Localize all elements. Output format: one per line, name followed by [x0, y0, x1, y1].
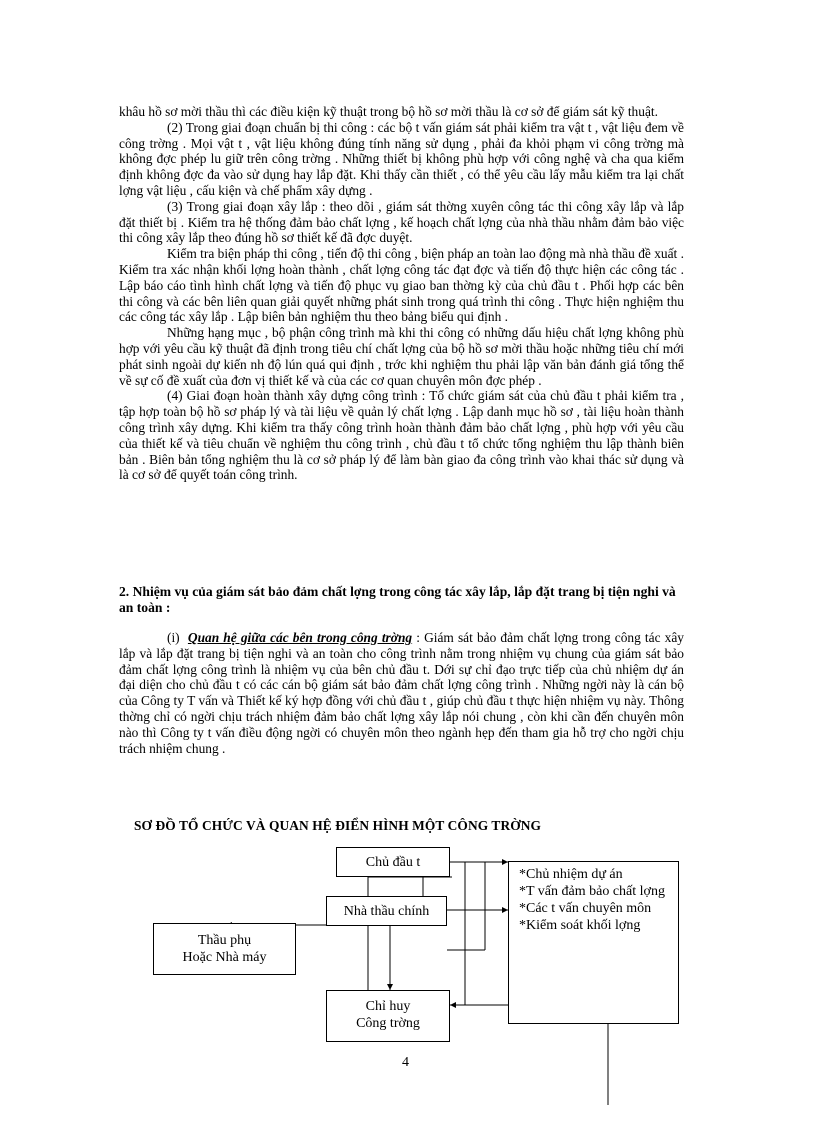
diagram-title: SƠ ĐỒ TỔ CHỨC VÀ QUAN HỆ ĐIỂN HÌNH MỘT CÔNG TRỜNG: [134, 818, 542, 833]
subcontractor-label-1: Thầu phụ: [197, 933, 252, 948]
box-owner: [336, 847, 450, 877]
paragraph-6: (4) Giai đoạn hoàn thành xây dựng công trình : Tổ chức giám sát của chủ đầu t phải kiểm tra , tập hợp toàn bộ hồ sơ pháp lý và tài liệu về quản lý chất lợng . Lập danh mục hồ sơ , tài liệu hoàn thành công trình xây dựng. Khi kiểm tra thấy công trình hoàn thành đảm bảo chất lợng , phù hợp với yêu cầu của thiết kế và tiêu chuẩn về nghiệm thu công trình , chủ đầu t tổ chức tổng nghiệm thu lập thành biên bản . Biên bản tổng nghiệm thu là cơ sở pháp lý để làm bàn giao đa công trình vào khai thác sử dụng và là cơ sở để quyết toán công trình.: [119, 388, 684, 483]
item-number: (i): [167, 630, 180, 645]
paragraph-2: (2) Trong giai đoạn chuẩn bị thi công : các bộ t vấn giám sát phải kiểm tra vật t , vật liệu đem về công trờng . Mọi vật t , vật liệu không đúng tính năng sử dụng , phải đa khỏi phạm vi công trờng mà không đợc phép lu giữ trên công trờng . Những thiết bị không phù hợp với công nghệ và cha qua kiểm định không đợc đa vào sử dụng hay lắp đặt. Khi thấy cần thiết , có thể yêu cầu lấy mẫu kiểm tra lại chất lợng vật liệu , cấu kiện và chế phẩm xây dựng .: [119, 119, 684, 198]
role-item: *Kiểm soát khối lợng: [519, 918, 641, 933]
main-contractor-label: Nhà thầu chính: [343, 904, 430, 919]
box-roles: [508, 861, 679, 1024]
paragraph-3: (3) Trong giai đoạn xây lắp : theo dõi , giám sát thờng xuyên công tác thi công xây lắp và lắp đặt thiết bị . Kiểm tra hệ thống đảm bảo chất lợng , kế hoạch chất lợng của nhà thầu nhằm đảm bảo việc thi công xây lắp theo đúng hồ sơ thiết kế đã đợc duyệt.: [119, 198, 684, 246]
site-manager-label-1: Chỉ huy: [365, 999, 411, 1014]
role-item: *Các t vấn chuyên môn: [519, 901, 652, 916]
relations-lead: Quan hệ giữa các bên trong công trờng: [187, 630, 413, 645]
role-item: *T vấn đảm bảo chất lợng: [519, 884, 665, 899]
relations-body: : Giám sát bảo đảm chất lợng trong công tác xây lắp và lắp đặt trang bị tiện nghi và an toàn cho công trình nằm trong nhiệm vụ chung của giám sát bảo đảm chất lợng công trình là nhiệm vụ của bên chủ đầu t. Dới sự chỉ đạo trực tiếp của chủ nhiệm dự án đại diện cho chủ đầu t có các cán bộ giám sát bảo đảm chất lợng công trình . Những ngời này là cán bộ của Công ty T vấn và Thiết kế ký hợp đồng với chủ đầu t , giúp chủ đầu t thực hiện nhiệm vụ này. Thông thờng chỉ có ngời chịu trách nhiệm đảm bảo chất lợng xây lắp nói chung , còn khi cần đến chuyên môn nào thì Công ty t vấn điều động ngời có chuyên môn theo ngành hẹp đến tham gia hỗ trợ cho ngời chịu trách nhiệm chung .: [119, 630, 684, 756]
site-manager-label-2: Công trờng: [356, 1016, 420, 1031]
owner-label: Chủ đầu t: [365, 855, 421, 870]
box-main-contractor: [326, 896, 447, 926]
paragraph-1: khâu hồ sơ mời thầu thì các điều kiện kỹ thuật trong bộ hồ sơ mời thầu là cơ sở để giám sát kỹ thuật.: [119, 104, 658, 119]
role-item: *Chủ nhiệm dự án: [519, 867, 623, 882]
paragraph-4: Kiểm tra biện pháp thi công , tiến độ thi công , biện pháp an toàn lao động mà nhà thầu đề xuất . Kiểm tra xác nhận khối lợng hoàn thành , chất lợng công tác đạt đợc và tiến độ thực hiện các công tác . Lập báo cáo tình hình chất lợng và tiến độ phục vụ giao ban thờng kỳ của chủ đầu t . Phối hợp các bên thi công và các bên liên quan giải quyết những phát sinh trong quá trình thi công . Thực hiện nghiệm thu các công tác xây lắp . Lập biên bản nghiệm thu theo bảng biểu qui định .: [119, 246, 684, 325]
paragraph-5: Những hạng mục , bộ phận công trình mà khi thi công có những dấu hiệu chất lợng không phù hợp với yêu cầu kỹ thuật đã định trong tiêu chí chất lợng của bộ hồ sơ mời thầu hoặc những tiêu chí mới phát sinh ngoài dự kiến nh độ lún quá qui định , trớc khi nghiệm thu phải lập văn bản đánh giá tổng thể về sự cố đề xuất của đơn vị thiết kế và của các cơ quan chuyên môn đợc phép .: [119, 325, 684, 388]
box-site-manager: [326, 990, 450, 1042]
box-subcontractor: [153, 923, 296, 975]
subcontractor-label-2: Hoặc Nhà máy: [182, 950, 267, 965]
section-heading: 2. Nhiệm vụ của giám sát bảo đảm chất lợng trong công tác xây lắp, lắp đặt trang bị tiện nghi và an toàn :: [119, 584, 676, 615]
page-number: 4: [402, 1055, 409, 1070]
